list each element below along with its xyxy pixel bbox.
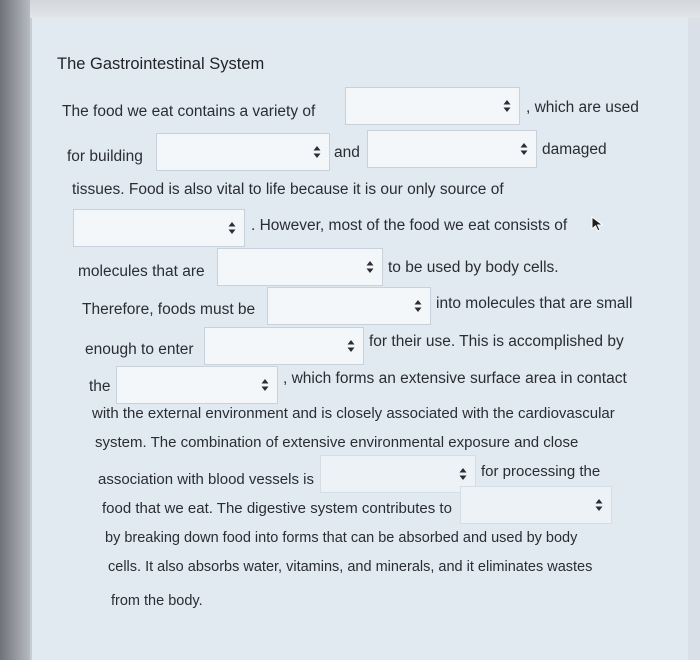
text-segment: into molecules that are small <box>436 295 633 312</box>
text-segment: Therefore, foods must be <box>82 301 256 318</box>
dropdown-7[interactable] <box>204 327 364 365</box>
text-segment: for building <box>67 148 143 165</box>
up-down-arrows-icon <box>313 145 321 159</box>
text-segment: to be used by body cells. <box>388 259 559 276</box>
page-title: The Gastrointestinal System <box>57 55 265 73</box>
text-segment: for processing the <box>481 463 601 480</box>
text-segment: association with blood vessels is <box>98 471 314 488</box>
text-segment: from the body. <box>111 593 203 609</box>
dropdown-2[interactable] <box>156 133 330 171</box>
up-down-arrows-icon <box>261 378 269 392</box>
text-segment: with the external environment and is closely associated with the cardiovascular <box>92 405 615 422</box>
up-down-arrows-icon <box>228 221 236 235</box>
text-segment: molecules that are <box>78 263 205 280</box>
up-down-arrows-icon <box>503 99 511 113</box>
text-segment: system. The combination of extensive environmental exposure and close <box>95 434 579 451</box>
dropdown-4[interactable] <box>73 209 245 247</box>
mouse-pointer-icon <box>591 216 605 237</box>
panel-edge <box>688 18 700 660</box>
up-down-arrows-icon <box>459 467 467 481</box>
dropdown-6[interactable] <box>267 287 431 325</box>
text-segment: , which forms an extensive surface area in contact <box>283 370 627 387</box>
dropdown-1[interactable] <box>345 87 520 125</box>
up-down-arrows-icon <box>595 498 603 512</box>
dropdown-9[interactable] <box>320 455 476 493</box>
up-down-arrows-icon <box>520 142 528 156</box>
text-segment: food that we eat. The digestive system contributes to <box>102 500 452 517</box>
screen-bezel-left <box>0 0 30 660</box>
text-segment: , which are used <box>526 99 639 116</box>
text-segment: the <box>89 378 111 395</box>
text-segment: by breaking down food into forms that can be absorbed and used by body <box>105 530 578 546</box>
text-segment: The food we eat contains a variety of <box>62 103 316 120</box>
dropdown-5[interactable] <box>217 248 383 286</box>
dropdown-10[interactable] <box>460 486 612 524</box>
up-down-arrows-icon <box>347 339 355 353</box>
text-segment: . However, most of the food we eat consists of <box>251 217 568 234</box>
up-down-arrows-icon <box>366 260 374 274</box>
text-segment: for their use. This is accomplished by <box>369 333 624 350</box>
text-segment: tissues. Food is also vital to life because it is our only source of <box>72 181 504 198</box>
dropdown-8[interactable] <box>116 366 278 404</box>
text-segment: damaged <box>542 141 607 158</box>
dropdown-3[interactable] <box>367 130 537 168</box>
up-down-arrows-icon <box>414 299 422 313</box>
text-segment: and <box>334 144 360 161</box>
text-segment: cells. It also absorbs water, vitamins, and minerals, and it eliminates wastes <box>108 559 593 575</box>
text-segment: enough to enter <box>85 341 194 358</box>
